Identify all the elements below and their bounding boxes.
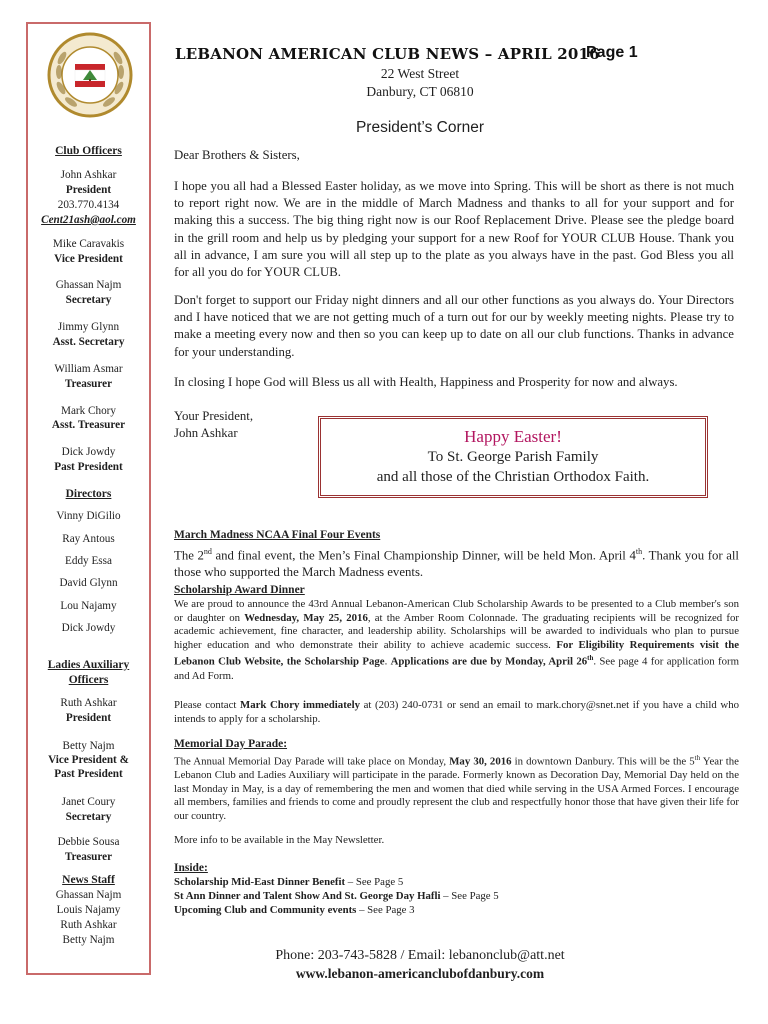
officer-role: Past President <box>54 768 123 780</box>
officer-role: Asst. Treasurer <box>51 419 126 431</box>
officer-email-link[interactable]: Cent21ash@aol.com <box>41 214 136 226</box>
presidents-para-1: I hope you all had a Blessed Easter holiday, as we move into Spring. This will be short as there is not much to report right now. We are in the middle of March Madness and thanks to all for your support and for making this a success. The big thing right now is our Roof Replacement Drive. Please see the pledge board in the grill room and help us by pledging your support for a new Roof for YOUR CLUB House. Thank you all in advance, I am sure you will all step up to the plate as you always have in the past. God Bless you all for all you do for YOUR CLUB. <box>174 179 734 280</box>
footer-contact: Phone: 203-743-5828 / Email: lebanonclub@att.net <box>275 948 565 963</box>
signature-line-1: Your President, <box>174 409 254 423</box>
staff-name: Betty Najm <box>62 934 115 946</box>
presidents-corner-title: President’s Corner <box>355 119 485 136</box>
officer-name: Mike Caravakis <box>52 238 125 250</box>
officer-name: Jimmy Glynn <box>57 321 120 333</box>
presidents-para-3: In closing I hope God will Bless us all with Health, Happiness and Prosperity for now and always. <box>174 375 678 389</box>
address-street: 22 West Street <box>380 66 460 81</box>
officer-name: Ruth Ashkar <box>60 697 117 709</box>
scholarship-text: We are proud to announce the 43rd Annual Lebanon-American Club Scholarship Awards to be presented to a Club member's son or daughter on Wednesday, May 25, 2016, at the Amber Room Colonnade. The graduating recipients will be recognized for academic achievement, fine character, and leadership ability. Scholarships will be awarded to individuals who plan to pursue higher education and who demonstrate their ability to achieve academic success. For Eligibility Requirements visit the Lebanon Club Website, the Scholarship Page. Applications are due by Monday, April 26th. See page 4 for application form and Ad Form. <box>174 598 740 682</box>
officer-role: Secretary <box>65 294 112 306</box>
inside-heading: Inside: <box>174 862 208 874</box>
director-name: Ray Antous <box>62 533 115 545</box>
memorial-text: The Annual Memorial Day Parade will take place on Monday, May 30, 2016 in downtown Danbury. This will be the 5th Year the Lebanon Club and Ladies Auxiliary will participate in the parade. Formerly known as Decoration Day, Memorial Day held on the last Monday in May, is a day of remembering the men and women that died while serving in the USA Armed Forces. I encourage all members, families and friends to come and proudly represent the club and respectfully honor those that have given their life for our country. <box>174 754 739 822</box>
signature-line-2: John Ashkar <box>174 426 238 440</box>
officer-name: Ghassan Najm <box>55 279 122 291</box>
director-name: Lou Najamy <box>60 600 117 612</box>
officer-role: President <box>65 712 112 724</box>
director-name: Dick Jowdy <box>61 622 116 634</box>
officer-name: Dick Jowdy <box>61 446 116 458</box>
inside-item: Upcoming Club and Community events – See Page 3 <box>174 904 415 916</box>
ladies-officers-heading: Officers <box>68 674 109 686</box>
march-madness-heading: March Madness NCAA Final Four Events <box>174 529 381 541</box>
officer-role: Vice President & <box>48 754 129 766</box>
officer-name: Betty Najm <box>62 740 115 752</box>
officer-name: William Asmar <box>54 363 123 375</box>
ladies-auxiliary-heading: Ladies Auxiliary <box>47 659 130 671</box>
officer-role: Secretary <box>65 811 112 823</box>
directors-heading: Directors <box>65 488 112 500</box>
inside-item: St Ann Dinner and Talent Show And St. George Day Hafli – See Page 5 <box>174 890 499 902</box>
greeting: Dear Brothers & Sisters, <box>174 148 300 162</box>
officer-name: Debbie Sousa <box>57 836 120 848</box>
easter-line-2: and all those of the Christian Orthodox Faith. <box>376 469 650 485</box>
officer-role: Past President <box>54 461 123 473</box>
scholarship-heading: Scholarship Award Dinner <box>174 584 305 596</box>
sidebar <box>26 22 151 975</box>
address-city: Danbury, CT 06810 <box>366 84 474 99</box>
march-madness-text: The 2nd and final event, the Men’s Final Championship Dinner, will be held Mon. April 4th. Thank you for all those who supported the March Madness events. <box>174 547 739 580</box>
officer-phone: 203.770.4134 <box>57 199 120 211</box>
officer-role: Treasurer <box>64 378 113 390</box>
page-number: Page 1 <box>586 44 638 61</box>
scholarship-contact: Please contact Mark Chory immediately at (203) 240-0731 or send an email to mark.chory@snet.net if you have a child who intends to apply for a scholarship. <box>174 699 739 725</box>
easter-title: Happy Easter! <box>464 427 562 446</box>
director-name: Vinny DiGilio <box>56 510 121 522</box>
easter-line-1: To St. George Parish Family <box>427 449 599 465</box>
director-name: David Glynn <box>59 577 118 589</box>
inside-item: Scholarship Mid-East Dinner Benefit – See Page 5 <box>174 876 404 888</box>
officer-name: Janet Coury <box>61 796 116 808</box>
easter-greeting-box <box>318 416 708 498</box>
officer-role: Vice President <box>54 253 123 265</box>
memorial-heading: Memorial Day Parade: <box>174 738 288 750</box>
staff-name: Ruth Ashkar <box>60 919 117 931</box>
memorial-more-info: More info to be available in the May Newsletter. <box>174 834 385 846</box>
presidents-para-2: Don't forget to support our Friday night dinners and all our other functions as you always do. Your Directors and I have noticed that we are not getting much of a turn out for our by weekly meeting nights. Please try to make a meeting every now and then so you can keep up to date on all our club functions. Thanks in advance for your understanding. <box>174 293 734 359</box>
officer-role: President <box>65 184 112 196</box>
staff-name: Louis Najamy <box>56 904 121 916</box>
newsletter-title: LEBANON AMERICAN CLUB NEWS – APRIL 2016 <box>175 45 600 63</box>
staff-name: Ghassan Najm <box>55 889 122 901</box>
officer-name: Mark Chory <box>61 405 116 417</box>
officer-role: Treasurer <box>64 851 113 863</box>
club-officers-heading: Club Officers <box>55 145 122 157</box>
news-staff-heading: News Staff <box>62 874 115 886</box>
officer-role: Asst. Secretary <box>52 336 125 348</box>
director-name: Eddy Essa <box>65 555 112 567</box>
officer-name: John Ashkar <box>60 169 117 181</box>
footer-website-link[interactable]: www.lebanon-americanclubofdanbury.com <box>295 966 545 981</box>
